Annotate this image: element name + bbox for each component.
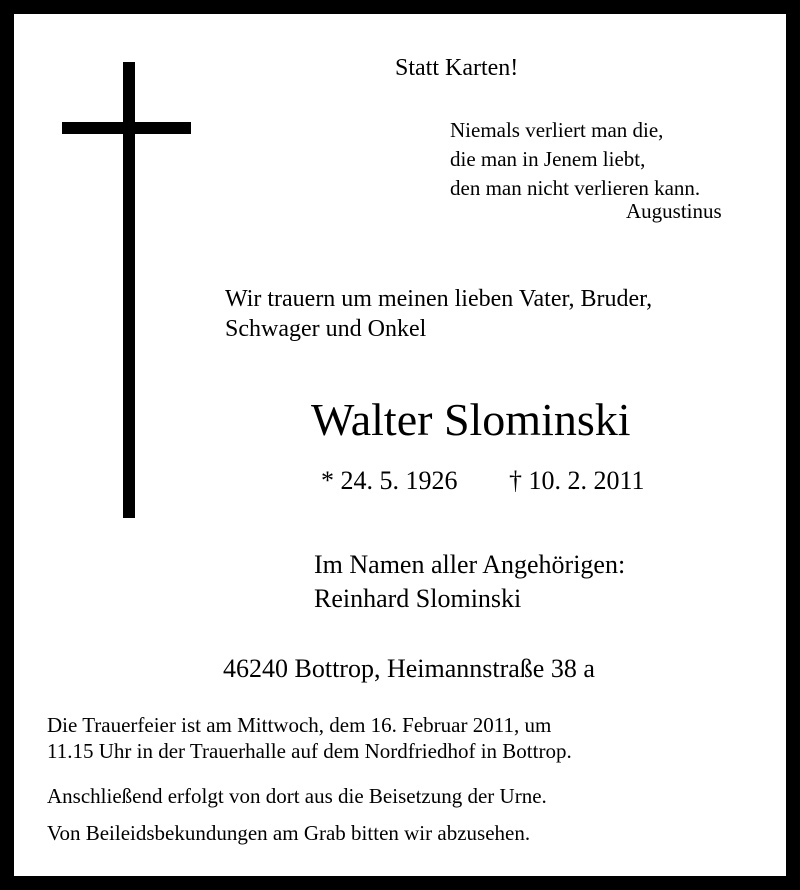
condolence-note: Von Beileidsbekundungen am Grab bitten wir abzusehen. <box>47 821 531 845</box>
family-signature <box>314 548 625 616</box>
quote-line: die man in Jenem liebt, <box>450 147 646 171</box>
burial-note: Anschließend erfolgt von dort aus die Beisetzung der Urne. <box>47 784 547 808</box>
family-line: Im Namen aller Angehörigen: <box>314 550 626 579</box>
quote-line: den man nicht verlieren kann. <box>450 176 701 200</box>
quote <box>450 116 700 203</box>
mourning-intro <box>225 284 652 344</box>
quote-author: Augustinus <box>626 199 722 223</box>
deceased-name: Walter Slominski <box>311 394 631 445</box>
intro-line: Wir trauern um meinen lieben Vater, Bruder, <box>225 286 653 312</box>
death-date: † 10. 2. 2011 <box>509 466 645 495</box>
address: 46240 Bottrop, Heimannstraße 38 a <box>223 654 595 683</box>
funeral-line: Die Trauerfeier ist am Mittwoch, dem 16. Februar 2011, um <box>47 713 552 737</box>
quote-line: Niemals verliert man die, <box>450 118 664 142</box>
family-line: Reinhard Slominski <box>314 584 522 613</box>
funeral-details <box>47 712 572 764</box>
cross-icon-horizontal <box>62 122 191 134</box>
heading: Statt Karten! <box>395 55 519 81</box>
intro-line: Schwager und Onkel <box>225 316 427 342</box>
birth-date: * 24. 5. 1926 <box>321 466 458 495</box>
funeral-line: 11.15 Uhr in der Trauerhalle auf dem Nordfriedhof in Bottrop. <box>47 739 572 763</box>
